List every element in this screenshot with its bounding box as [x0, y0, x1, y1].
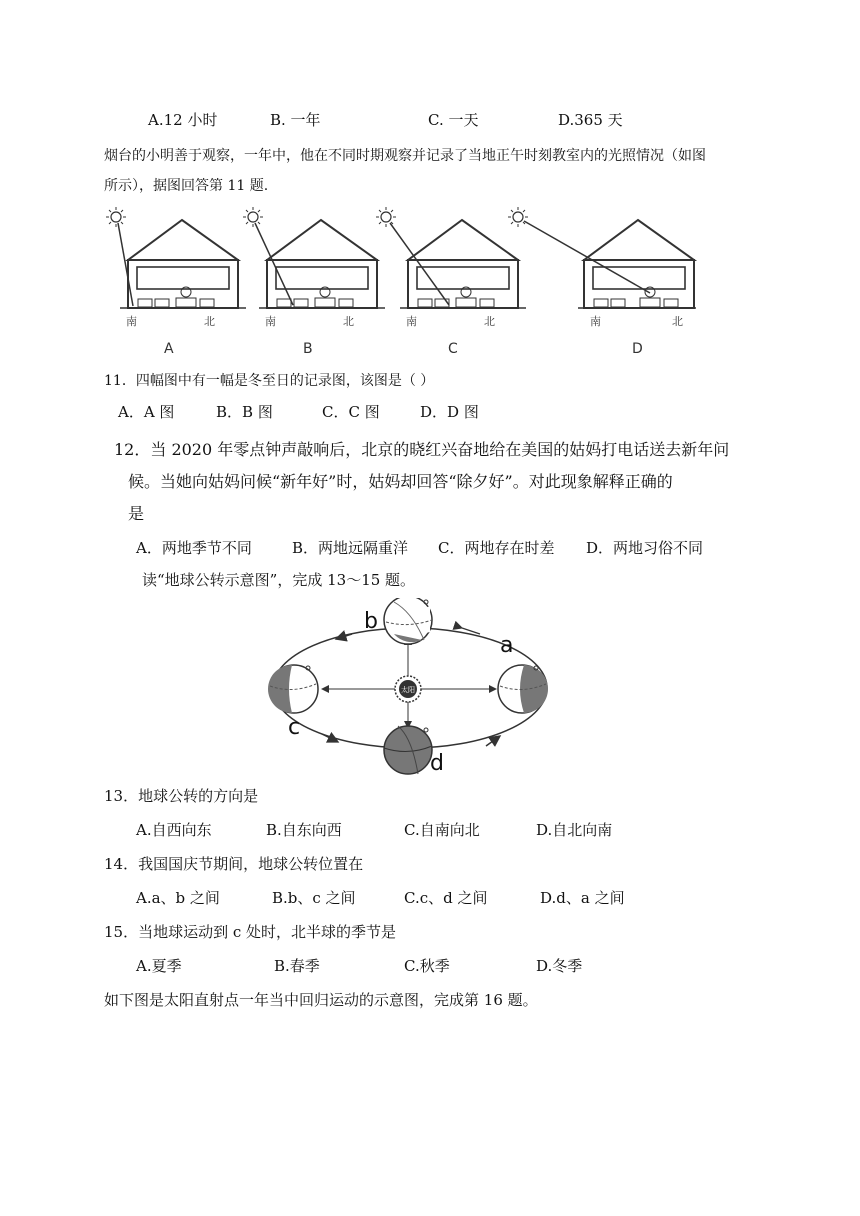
q10-option-c: C. 一天 [428, 111, 479, 129]
q14-stem: 14．我国国庆节期间，地球公转位置在 [104, 855, 364, 873]
panel-a-letter: A [164, 341, 174, 357]
q12-line1: 12．当 2020 年零点钟声敲响后，北京的晓红兴奋地给在美国的姑妈打电话送去新年问 [114, 440, 730, 459]
position-a-label: a [500, 633, 514, 658]
q13-stem: 13．地球公转的方向是 [104, 787, 259, 805]
panel-b-north: 北 [343, 315, 354, 328]
q11-option-a: A．A 图 [118, 403, 175, 421]
panel-c-letter: C [448, 341, 458, 357]
intro-13: 读“地球公转示意图”，完成 13～15 题。 [142, 571, 416, 589]
panel-b-letter: B [303, 341, 313, 357]
q15-option-a: A.夏季 [136, 957, 182, 975]
q15-option-d: D.冬季 [536, 957, 583, 975]
q13-option-c: C.自南向北 [404, 821, 480, 839]
earth-c [268, 665, 318, 713]
q14-option-b: B.b、c 之间 [272, 889, 356, 907]
q15-option-c: C.秋季 [404, 957, 450, 975]
earth-revolution-diagram [262, 598, 562, 778]
sun-icon [106, 207, 126, 227]
earth-a [498, 665, 548, 713]
panel-d-south: 南 [590, 315, 601, 328]
q14-option-c: C.c、d 之间 [404, 889, 488, 907]
q15-option-b: B.春季 [274, 957, 320, 975]
q12-option-b: B．两地远隔重洋 [292, 539, 409, 557]
intro-11-line2: 所示），据图回答第 11 题. [104, 178, 269, 194]
q13-option-b: B.自东向西 [266, 821, 342, 839]
q12-option-d: D．两地习俗不同 [586, 539, 704, 557]
panel-d-letter: D [632, 341, 643, 357]
earth-d [384, 726, 432, 774]
position-d-label: d [430, 751, 444, 776]
intro-11-line1: 烟台的小明善于观察，一年中，他在不同时期观察并记录了当地正午时刻教室内的光照情况（如图 [104, 148, 706, 164]
position-b-label: b [364, 609, 378, 634]
panel-c [376, 207, 526, 357]
earth-b [384, 598, 432, 644]
q12-option-a: A．两地季节不同 [136, 539, 252, 557]
q10-option-d: D.365 天 [558, 111, 623, 129]
panel-a-north: 北 [204, 315, 215, 328]
panel-c-north: 北 [484, 315, 495, 328]
panel-b [243, 207, 385, 357]
panel-d [508, 207, 696, 357]
sun-icon [508, 207, 528, 227]
q11-option-b: B．B 图 [216, 403, 273, 421]
q14-option-a: A.a、b 之间 [136, 889, 220, 907]
q12-line3: 是 [128, 504, 145, 523]
q14-option-d: D.d、a 之间 [540, 889, 625, 907]
classroom-light-figure [100, 205, 700, 365]
panel-b-south: 南 [265, 315, 276, 328]
position-c-label: c [288, 715, 301, 740]
panel-c-south: 南 [406, 315, 417, 328]
q13-option-a: A.自西向东 [136, 821, 212, 839]
sun-icon [243, 207, 263, 227]
q12-option-c: C．两地存在时差 [438, 539, 555, 557]
q11-option-d: D．D 图 [420, 403, 479, 421]
q11-stem: 11．四幅图中有一幅是冬至日的记录图，该图是（ ） [104, 373, 435, 389]
panel-a [106, 207, 246, 357]
q13-option-d: D.自北向南 [536, 821, 613, 839]
sun-icon [376, 207, 396, 227]
sun-icon [395, 676, 421, 702]
q12-line2: 候。当她向姑妈问候“新年好”时，姑妈却回答“除夕好”。对此现象解释正确的 [128, 472, 673, 491]
intro-16: 如下图是太阳直射点一年当中回归运动的示意图，完成第 16 题。 [104, 991, 538, 1009]
panel-d-north: 北 [672, 315, 683, 328]
q10-option-a: A.12 小时 [148, 111, 218, 129]
panel-a-south: 南 [126, 315, 137, 328]
q10-option-b: B. 一年 [270, 111, 321, 129]
q11-option-c: C．C 图 [322, 403, 380, 421]
q15-stem: 15．当地球运动到 c 处时，北半球的季节是 [104, 923, 397, 941]
sun-label: 太阳 [401, 686, 415, 694]
